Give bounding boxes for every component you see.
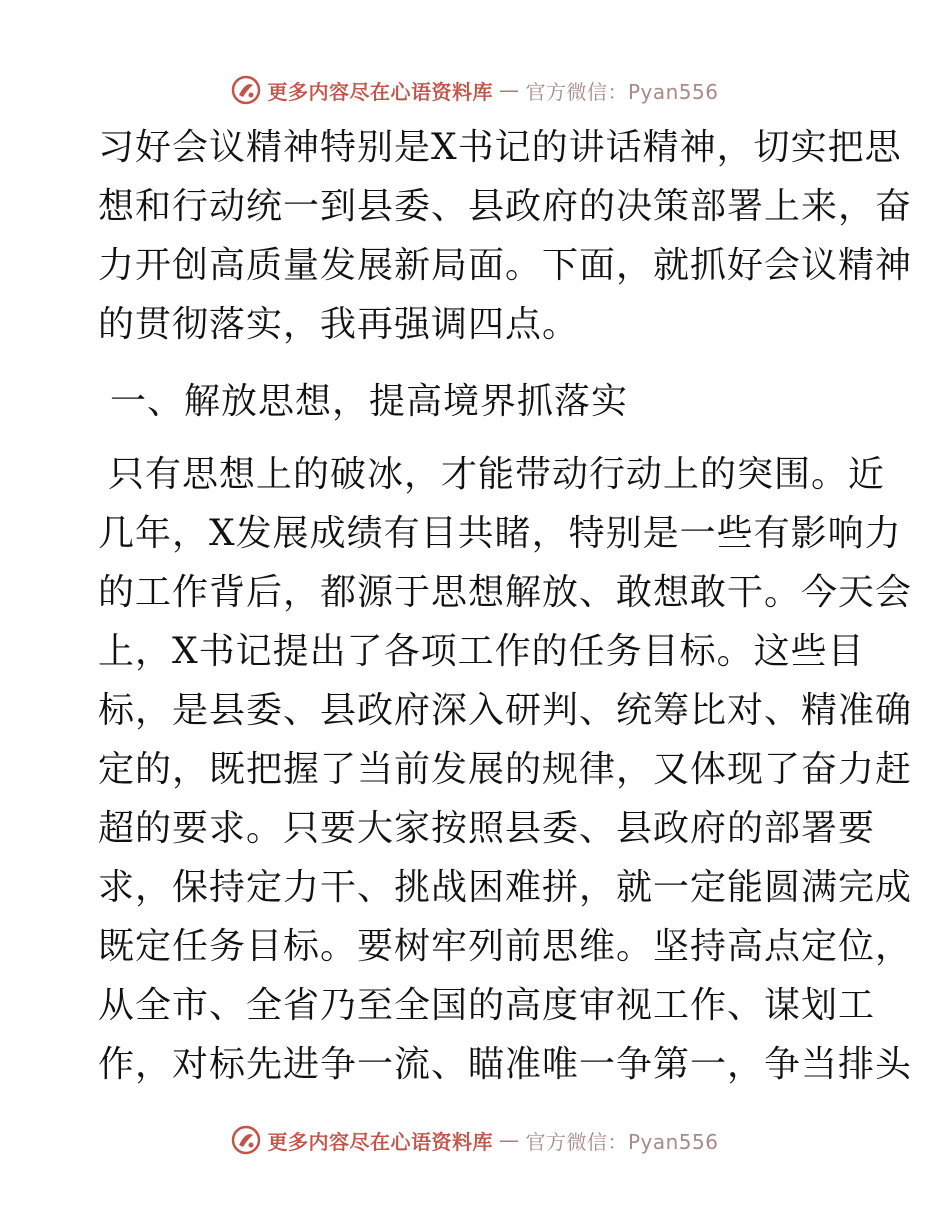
paragraph-line: 标，是县委、县政府深入研判、统筹比对、精准确 xyxy=(98,690,913,731)
paragraph-line: 几年，X发展成绩有目共睹，特别是一些有影响力 xyxy=(98,513,902,554)
paragraph-line: 求，保持定力干、挑战困难拼，就一定能圆满完成 xyxy=(98,867,913,908)
watermark-header xyxy=(0,70,950,110)
document-body xyxy=(98,118,913,1094)
paragraph-line: 作，对标先进争一流、瞄准唯一争第一，争当排头 xyxy=(98,1044,913,1085)
paragraph-line: 定的，既把握了当前发展的规律，又体现了奋力赶 xyxy=(98,749,913,790)
paragraph-line: 的工作背后，都源于思想解放、敢想敢干。今天会 xyxy=(98,572,913,613)
paragraph-line: 上，X书记提出了各项工作的任务目标。这些目 xyxy=(98,631,865,672)
paragraph-line: 从全市、全省乃至全国的高度审视工作、谋划工 xyxy=(98,985,876,1026)
watermark-separator: — xyxy=(498,1128,520,1152)
watermark-main-text: 更多内容尽在心语资料库 xyxy=(267,79,493,104)
paragraph-line: 既定任务目标。要树牢列前思维。坚持高点定位， xyxy=(98,926,913,967)
paragraph-line: 想和行动统一到县委、县政府的决策部署上来，奋 xyxy=(98,186,913,227)
paragraph-line: 超的要求。只要大家按照县委、县政府的部署要 xyxy=(98,808,876,849)
paragraph-line: 力开创高质量发展新局面。下面，就抓好会议精神 xyxy=(98,245,913,286)
watermark-logo-icon xyxy=(231,1125,261,1155)
watermark-sub-text: 官方微信：Pyan556 xyxy=(525,1129,719,1154)
paragraph-line: 习好会议精神特别是X书记的讲话精神，切实把思 xyxy=(98,127,902,168)
paragraph-2 xyxy=(98,445,913,1094)
watermark-main-text: 更多内容尽在心语资料库 xyxy=(267,1129,493,1154)
watermark-sub-text: 官方微信：Pyan556 xyxy=(525,79,719,104)
paragraph-1 xyxy=(98,118,913,354)
watermark-separator: — xyxy=(498,78,520,102)
paragraph-line: 的贯彻落实，我再强调四点。 xyxy=(98,304,580,345)
watermark-footer xyxy=(0,1120,950,1160)
section-heading: 一、解放思想，提高境界抓落实 xyxy=(110,381,629,422)
watermark-logo-icon xyxy=(231,75,261,105)
paragraph-line: 只有思想上的破冰，才能带动行动上的突围。近 xyxy=(108,454,886,495)
